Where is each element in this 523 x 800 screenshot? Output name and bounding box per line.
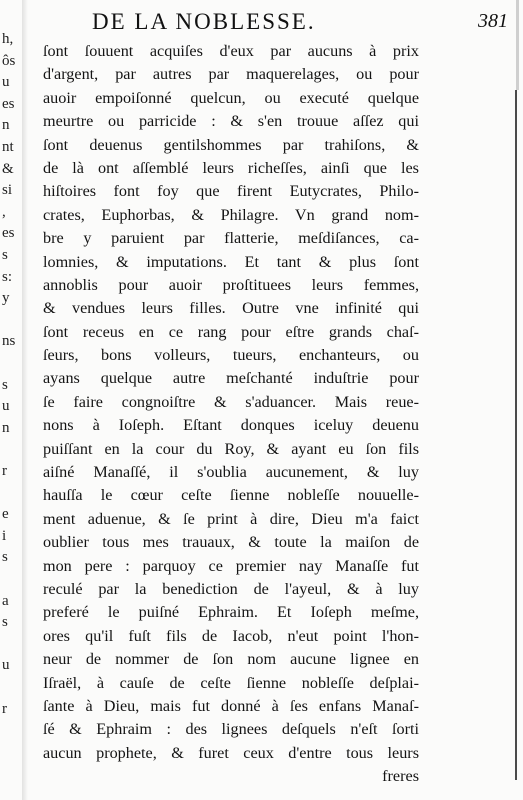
gutter-fragment: y <box>2 290 10 307</box>
text-line: ſé & Ephraim : des lignees deſquels n'eſt ſorti <box>43 720 419 739</box>
text-line: annoblis pour auoir proſtituees leurs femmes, <box>43 275 419 294</box>
text-line: ſante à Dieu, mais fut donné à ſes enfans Manaſ- <box>43 696 419 715</box>
text-line: ores qu'il fuſt fils de Iacob, n'eut point l'hon- <box>43 626 419 645</box>
text-line: ment aduenue, & ſe print à dire, Dieu m'a faict <box>43 509 419 528</box>
text-line: puiſſant en la cour du Roy, & ayant eu ſon fils <box>43 439 419 458</box>
gutter-fragment: si <box>2 182 13 199</box>
text-line: reculé par la benediction de l'ayeul, & à luy <box>43 579 419 598</box>
body-text <box>43 40 419 789</box>
gutter-fragment: , <box>2 203 6 220</box>
gutter-fragment: s <box>2 247 8 263</box>
gutter-fragment: s <box>2 549 8 566</box>
gutter-fragment: es <box>2 95 15 112</box>
text-line: crates, Euphorbas, & Philagre. Vn grand nom- <box>43 205 419 224</box>
gutter-fragment: r <box>2 463 7 479</box>
gutter-fragment: n <box>2 419 10 436</box>
text-line: auoir empoiſonné quelcun, ou executé quelque <box>43 88 419 107</box>
gutter-fragment: s <box>2 376 8 393</box>
text-line: ſont ſouuent acquiſes d'eux par aucuns à prix <box>43 42 419 60</box>
gutter-fragment: u <box>2 657 10 674</box>
text-line: ſont receus en ce rang pour eſtre grands chaſ- <box>43 322 419 341</box>
text-line: neur de nommer de ſon nom aucune lignee en <box>43 650 419 669</box>
gutter-fragment: h, <box>2 31 14 47</box>
text-line: ſont deuenus gentilshommes par trahiſons, & <box>43 135 419 154</box>
gutter-fragment: ns <box>2 333 16 350</box>
gutter-fragment: u <box>2 398 10 415</box>
text-line: ſeurs, bons volleurs, tueurs, enchanteurs, ou <box>43 346 419 365</box>
text-line: meurtre ou parricide : & s'en trouue aſſez qui <box>43 112 419 131</box>
binding-fold <box>22 0 28 800</box>
text-line: lomnies, & imputations. Et tant & plus ſont <box>43 252 419 271</box>
text-line: oublier tous mes trauaux, & toute la maiſon de <box>43 533 419 552</box>
text-line: hiſtoires font foy que firent Eutycrates, Philo- <box>43 182 419 201</box>
gutter-fragment: e <box>2 506 9 523</box>
gutter-fragment: r <box>2 700 7 717</box>
gutter-fragment: s <box>2 614 8 631</box>
text-line: aucun prophete, & furet ceux d'entre tous leurs <box>43 743 419 762</box>
gutter-fragment: & <box>2 160 14 177</box>
gutter-fragment: nt <box>2 139 14 155</box>
text-line: hauſſa le cœur ceſte ſienne nobleſſe nouuelle- <box>43 486 419 505</box>
text-line: de là ont aſſemblé leurs richeſſes, ainſi que les <box>43 158 419 177</box>
text-line: d'argent, par autres par maquerelages, ou pour <box>43 65 419 84</box>
page-edge-top <box>516 0 519 90</box>
text-line: & vendues leurs filles. Outre vne infinité qui <box>43 299 419 318</box>
running-title: DE LA NOBLESSE. <box>92 9 316 34</box>
gutter-fragment: es <box>2 225 15 242</box>
text-line: ayans quelque autre meſchanté induſtrie pour <box>43 369 419 388</box>
text-line: Iſraël, à cauſe de ceſte ſienne nobleſſe deſplai- <box>43 673 419 692</box>
catchword: freres <box>382 767 419 786</box>
gutter-fragment: u <box>2 74 10 91</box>
gutter-fragment: n <box>2 117 10 134</box>
text-line: preferé le puiſné Ephraim. Et Ioſeph meſme, <box>43 603 419 622</box>
facing-page-gutter <box>0 30 22 730</box>
text-line: mon pere : parquoy ce premier nay Manaſſe fut <box>43 556 419 575</box>
text-line: bre y paruient par flatterie, meſdiſances, ca- <box>43 229 419 248</box>
gutter-fragment: ôs <box>2 52 16 69</box>
text-line: aiſné Manaſſé, il s'oublia aucunement, & luy <box>43 463 419 482</box>
gutter-fragment: a <box>2 592 9 609</box>
text-line: nons à Ioſeph. Eſtant donques iceluy deuenu <box>43 416 419 435</box>
page-edge <box>515 90 517 780</box>
text-line: ſe faire congnoiſtre & s'aduancer. Mais reue- <box>43 392 419 411</box>
gutter-fragment: s: <box>2 268 13 285</box>
gutter-fragment: i <box>2 527 7 544</box>
page-number: 381 <box>478 10 508 32</box>
